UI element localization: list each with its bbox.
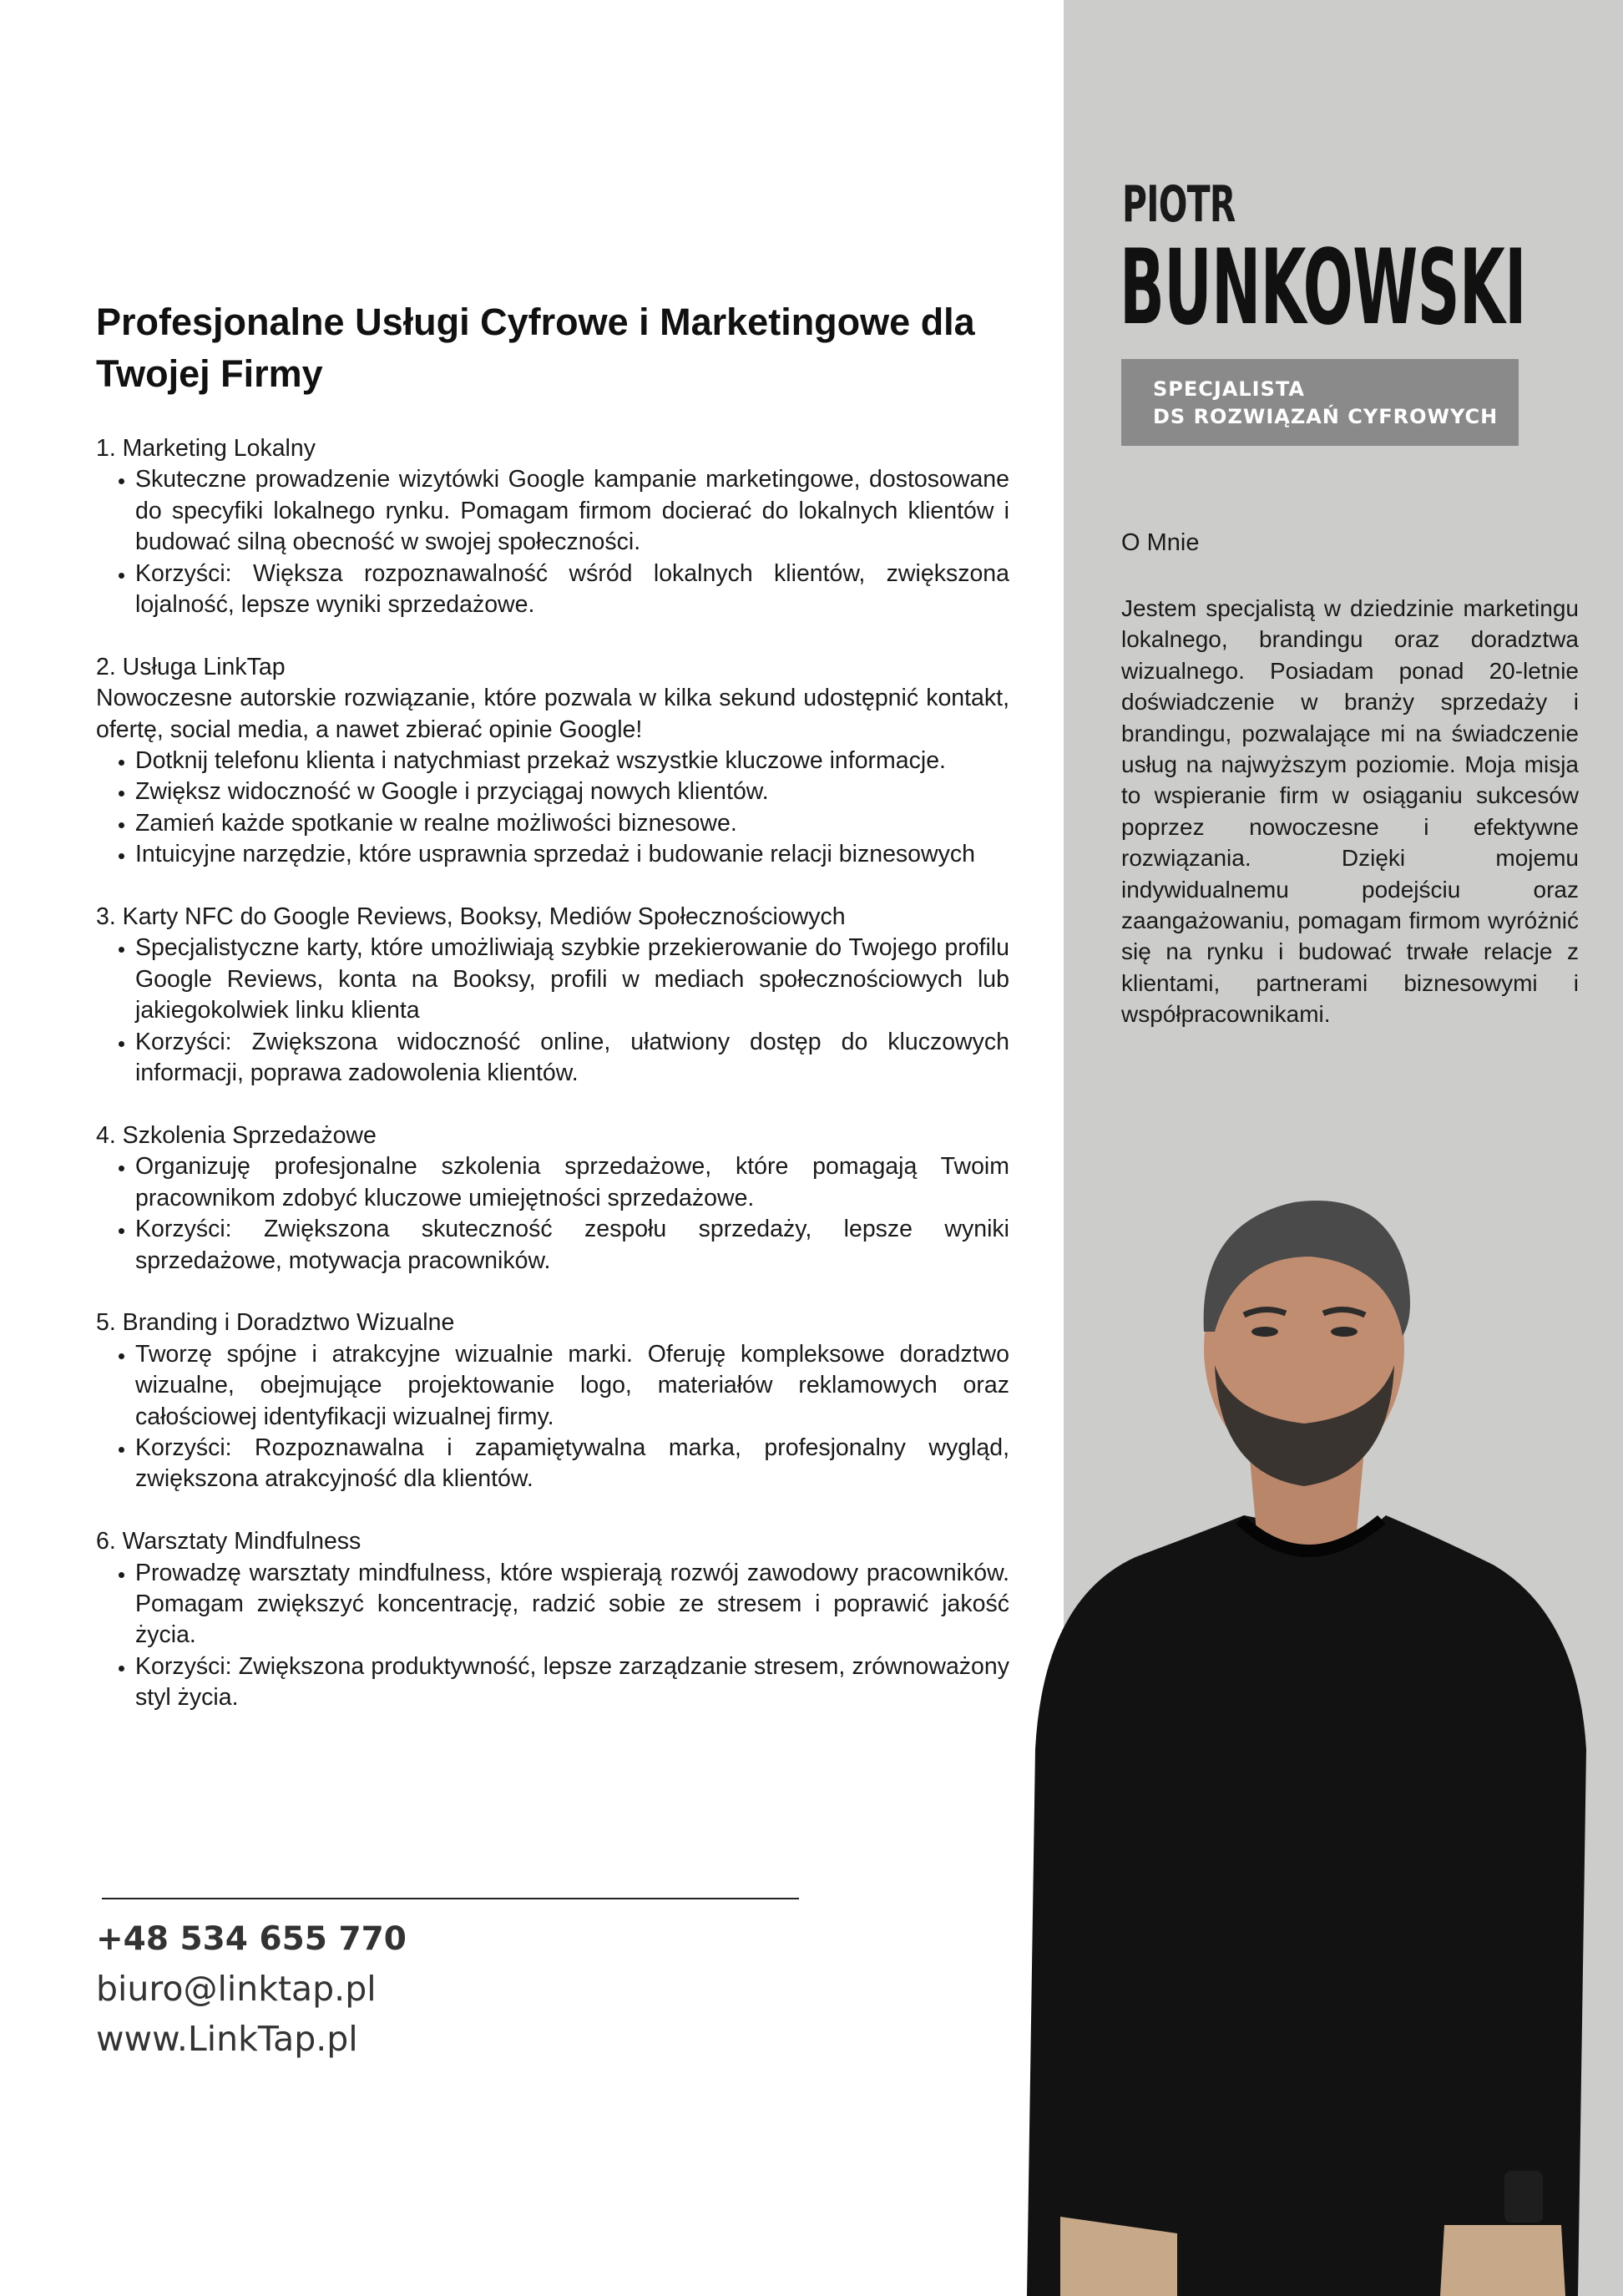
section-heading: 2. Usługa LinkTap [96,653,286,680]
bullet-item: • Korzyści: Zwiększona produktywność, lepsze zarządzanie stresem, zrównoważony styl życia. [135,1651,1009,1714]
bullet-list [96,1151,1009,1277]
bullet-item: • Skuteczne prowadzenie wizytówki Google kampanie marketingowe, dostosowane do specyfiki lokalnego rynku. Pomagam firmom docierać do lokalnych klientów i budować silną obecność w swojej społeczności. [135,464,1009,558]
right-eye [1331,1327,1358,1337]
bullet-item: • Intuicyjne narzędzie, które usprawnia sprzedaż i budowanie relacji biznesowych [135,839,1009,870]
bullet-item: • Korzyści: Rozpoznawalna i zapamiętywalna marka, profesjonalny wygląd, zwiększona atrakcyjność dla klientów. [135,1433,1009,1495]
service-section [96,652,1009,871]
section-heading: 3. Karty NFC do Google Reviews, Booksy, Mediów Społecznościowych [96,903,846,931]
bullet-item: • Korzyści: Zwiększona skuteczność zespołu sprzedaży, lepsze wyniki sprzedażowe, motywacja pracowników. [135,1214,1009,1277]
website-link[interactable]: www.LinkTap.pl [96,2019,358,2059]
bullet-item: • Organizuję profesjonalne szkolenia sprzedażowe, które pomagają Twoim pracownikom zdobyć kluczowe umiejętności sprzedażowe. [135,1151,1009,1214]
bullet-item: • Zamień każde spotkanie w realne możliwości biznesowe. [135,808,1009,839]
bullet-item: • Korzyści: Zwiększona widoczność online, ułatwiony dostęp do kluczowych informacji, poprawa zadowolenia klientów. [135,1027,1009,1090]
bullet-item: • Zwiększ widoczność w Google i przyciągaj nowych klientów. [135,776,1009,807]
section-intro: Nowoczesne autorskie rozwiązanie, które pozwala w kilka sekund udostępnić kontakt, ofertę, social media, a nawet zbierać opinie Google! [96,685,1009,743]
phone-number[interactable]: +48 534 655 770 [96,1920,407,1958]
bullet-item: • Specjalistyczne karty, które umożliwiają szybkie przekierowanie do Twojego profilu Google Reviews, konta na Booksy, profili w mediach społecznościowych lub jakiegokolwiek linku klienta [135,933,1009,1026]
bullet-list [96,933,1009,1089]
bullet-item: • Tworzę spójne i atrakcyjne wizualnie marki. Oferuję kompleksowe doradztwo wizualne, obejmujące projektowanie logo, materiałów reklamowych oraz całościowej identyfikacji wizualnej firmy. [135,1339,1009,1433]
watch-shape [1504,2171,1543,2223]
main-title: Profesjonalne Usługi Cyfrowe i Marketingowe dla Twojej Firmy [96,301,975,395]
bullet-item: • Korzyści: Większa rozpoznawalność wśród lokalnych klientów, zwiększona lojalność, lepsze wyniki sprzedażowe. [135,559,1009,621]
about-heading: O Mnie [1121,529,1200,556]
bullet-list [96,1558,1009,1714]
job-title-line-2: DS ROZWIĄZAŃ CYFROWYCH [1153,405,1499,428]
first-name: PIOTR [1122,175,1236,234]
section-heading: 4. Szkolenia Sprzedażowe [96,1121,377,1149]
trousers-shape-right [1440,2225,1565,2296]
t-shirt-shape [1027,1515,1586,2296]
last-name: BUNKOWSKI [1120,228,1526,348]
section-heading: 5. Branding i Doradztwo Wizualne [96,1309,455,1337]
bullet-item: • Prowadzę warsztaty mindfulness, które wspierają rozwój zawodowy pracowników. Pomagam zwiększyć koncentrację, radzić sobie ze stresem i poprawić jakość życia. [135,1558,1009,1651]
bullet-list [96,464,1009,620]
left-eye [1251,1327,1278,1337]
job-title-badge [1121,359,1519,446]
service-section [96,1120,1009,1277]
section-heading: 1. Marketing Lokalny [96,435,316,462]
contact-divider [102,1898,799,1899]
email-link[interactable]: biuro@linktap.pl [96,1969,377,2009]
job-title-line-1: SPECJALISTA [1153,377,1305,401]
service-section [96,902,1009,1089]
service-section [96,433,1009,620]
section-heading: 6. Warsztaty Mindfulness [96,1528,362,1555]
service-section [96,1526,1009,1713]
about-text: Jestem specjalistą w dziedzinie marketingu lokalnego, brandingu oraz doradztwa wizualnego. Posiadam ponad 20-letnie doświadczenie w branży sprzedaży i brandingu, pozwalające mi na świadczenie usług na najwyższym poziomie. Moja misja to wspieranie firm w osiąganiu sukcesów poprzez nowoczesne i efektywne rozwiązania. Dzięki mojemu indywidualnemu podejściu oraz zaangażowaniu, pomagam firmom wyróżnić się na rynku i budować trwałe relacje z klientami, partnerami biznesowymi i współpracownikami. [1121,595,1579,1028]
service-section [96,1307,1009,1494]
bullet-item: • Dotknij telefonu klienta i natychmiast przekaż wszystkie kluczowe informacje. [135,746,1009,776]
portrait-photo [1010,1165,1595,2296]
bullet-list [96,1339,1009,1495]
bullet-list [96,746,1009,871]
services-content [96,433,1009,1745]
